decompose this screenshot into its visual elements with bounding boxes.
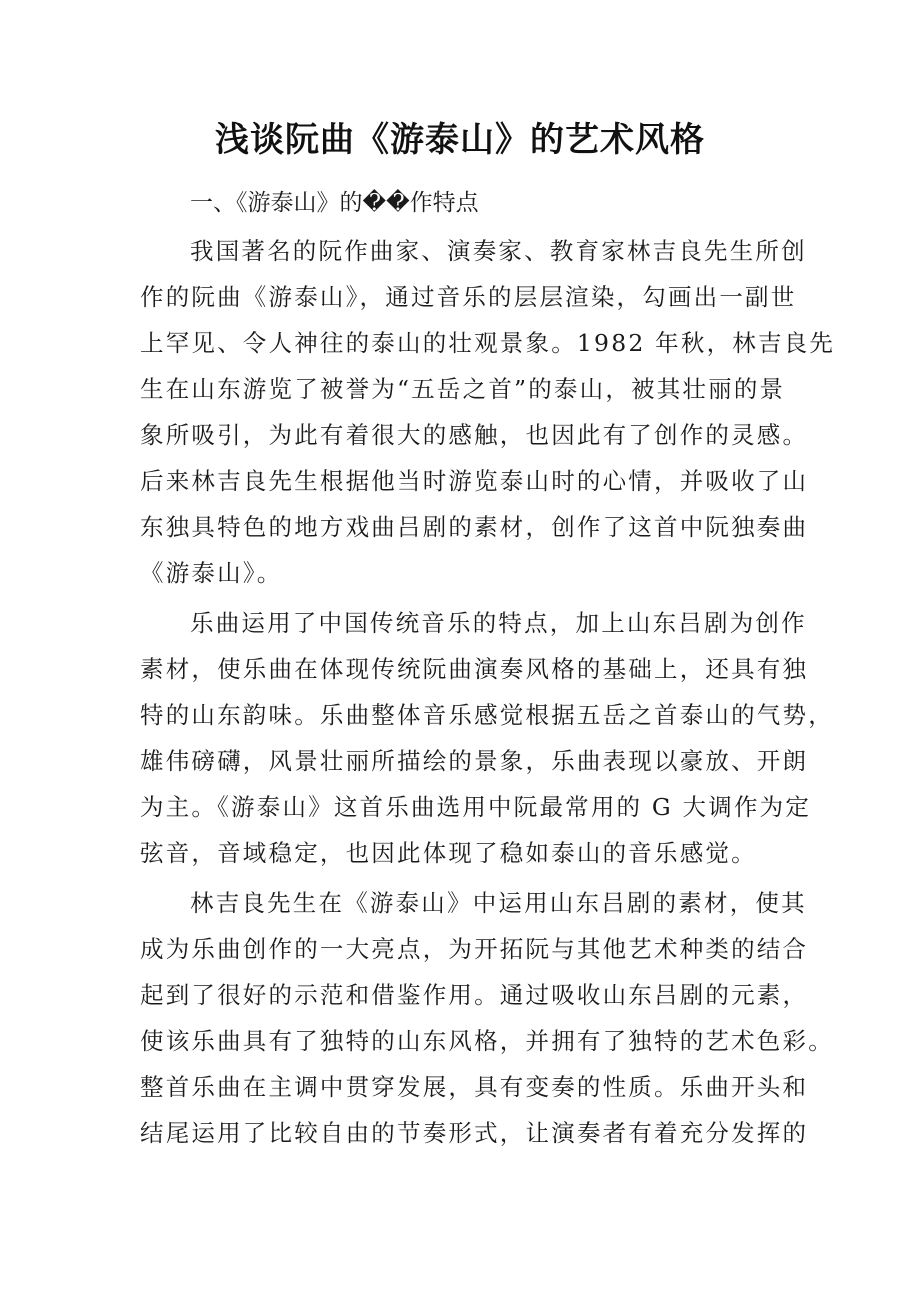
text-line: 生在山东游览了被誉为“五岳之首”的泰山，被其壮丽的景	[140, 375, 786, 403]
section-heading: 一、《游泰山》的��作特点	[190, 190, 479, 216]
text-line: 上罕见、令人神往的泰山的壮观景象。1982 年秋，林吉良先	[140, 329, 836, 357]
text-line: 林吉良先生在《游泰山》中运用山东吕剧的素材，使其	[190, 889, 807, 917]
document-body	[140, 228, 836, 1160]
paragraph-1	[140, 228, 836, 596]
text-line: 特的山东韵味。乐曲整体音乐感觉根据五岳之首泰山的气势，	[140, 701, 834, 729]
text-line: 象所吸引，为此有着很大的感触，也因此有了创作的灵感。	[140, 421, 809, 449]
text-line: 作的阮曲《游泰山》，通过音乐的层层渲染，勾画出一副世	[140, 283, 797, 311]
text-line: 成为乐曲创作的一大亮点，为开拓阮与其他艺术种类的结合	[140, 935, 809, 963]
text-line: 东独具特色的地方戏曲吕剧的素材，创作了这首中阮独奏曲	[140, 513, 809, 541]
paragraph-2	[140, 600, 834, 876]
text-line: 为主。《游泰山》这首乐曲选用中阮最常用的 G 大调作为定	[140, 793, 812, 821]
text-line: 使该乐曲具有了独特的山东风格，并拥有了独特的艺术色彩。	[140, 1027, 834, 1055]
text-line: 素材，使乐曲在体现传统阮曲演奏风格的基础上，还具有独	[140, 655, 809, 683]
text-line: 《游泰山》。	[140, 559, 283, 587]
text-line: 整首乐曲在主调中贯穿发展，具有变奏的性质。乐曲开头和	[140, 1073, 809, 1101]
paragraph-3	[140, 880, 834, 1156]
text-line: 弦音，音域稳定，也因此体现了稳如泰山的音乐感觉。	[140, 839, 757, 867]
document-title: 浅谈阮曲《游泰山》的艺术风格	[215, 120, 705, 160]
text-line: 后来林吉良先生根据他当时游览泰山时的心情，并吸收了山	[140, 467, 809, 495]
text-line: 结尾运用了比较自由的节奏形式，让演奏者有着充分发挥的	[140, 1119, 809, 1147]
text-line: 起到了很好的示范和借鉴作用。通过吸收山东吕剧的元素，	[140, 981, 809, 1009]
text-line: 我国著名的阮作曲家、演奏家、教育家林吉良先生所创	[190, 237, 807, 265]
text-line: 雄伟磅礴，风景壮丽所描绘的景象，乐曲表现以豪放、开朗	[140, 747, 809, 775]
text-line: 乐曲运用了中国传统音乐的特点，加上山东吕剧为创作	[190, 609, 807, 637]
